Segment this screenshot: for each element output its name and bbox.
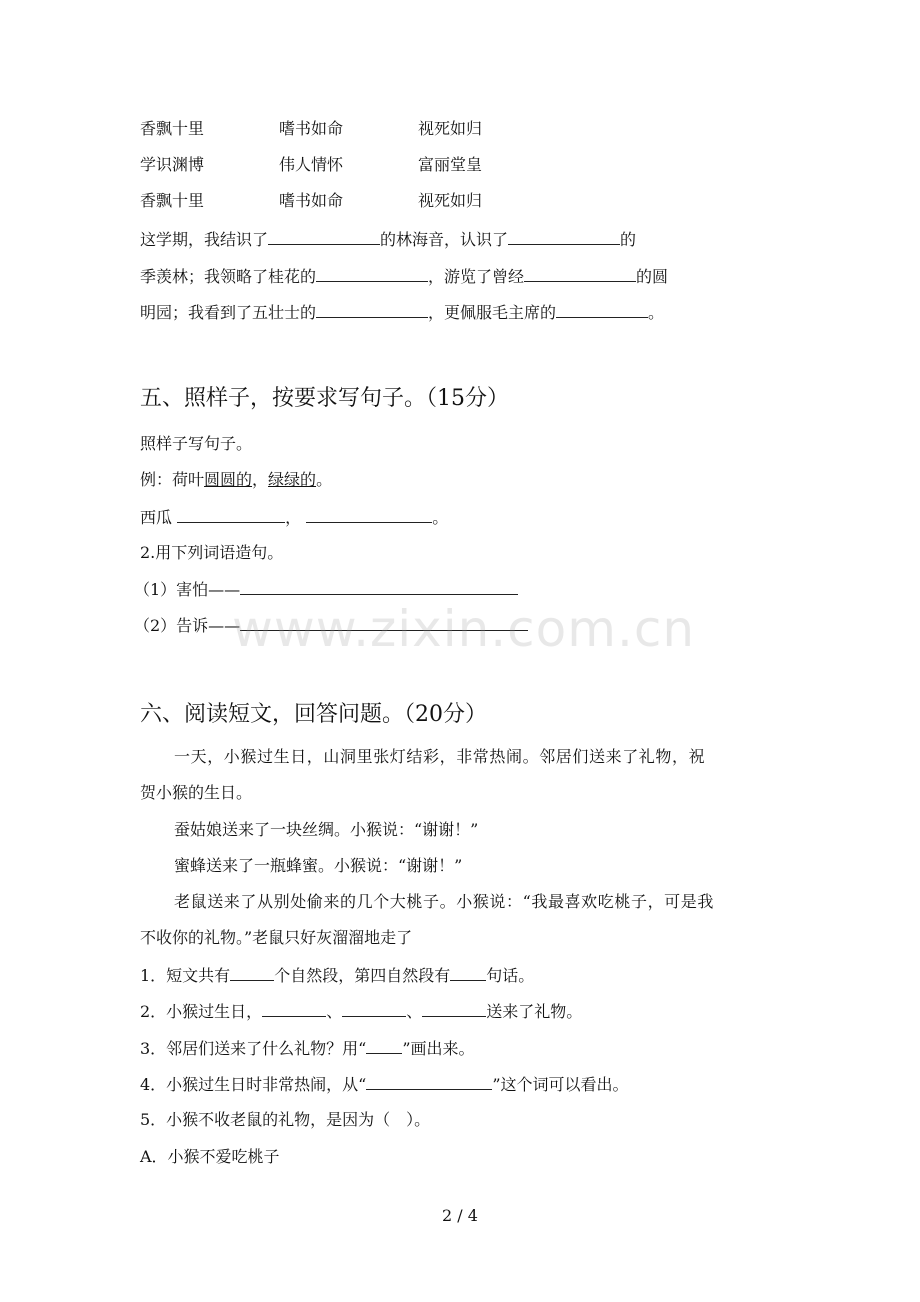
section-5-heading: 五、照样子，按要求写句子。（15分） xyxy=(140,386,509,411)
question-text: 、 xyxy=(326,1002,343,1021)
example-sentence xyxy=(140,469,332,491)
answer-blank[interactable] xyxy=(366,1037,402,1054)
answer-blank[interactable] xyxy=(240,578,518,595)
sentence-text: 明园；我看到了五壮士的 xyxy=(140,303,317,322)
sentence-text: ， xyxy=(285,508,302,527)
word-cell: 嗜书如命 xyxy=(279,119,344,138)
xigua-sentence xyxy=(140,506,448,529)
question-text: 4．小猴过生日时非常热闹，从“ xyxy=(140,1075,367,1094)
question-text: 、 xyxy=(406,1002,423,1021)
question-text: 送来了礼物。 xyxy=(486,1002,583,1021)
question-text: 1．短文共有 xyxy=(140,966,231,985)
instruction-text: 2.用下列词语造句。 xyxy=(140,543,284,562)
answer-blank[interactable] xyxy=(366,1073,492,1090)
question-1 xyxy=(140,964,534,987)
sentence-text: 的圆 xyxy=(636,267,669,286)
answer-blank[interactable] xyxy=(306,506,432,523)
sentence-text: ，游览了曾经 xyxy=(428,267,525,286)
question-text: 2．小猴过生日， xyxy=(140,1002,263,1021)
word-cell: 视死如归 xyxy=(418,119,483,138)
question-3 xyxy=(140,1037,475,1060)
question-5: 5．小猴不收老鼠的礼物，是因为（ ）。 xyxy=(140,1110,431,1129)
question-text: 3．邻居们送来了什么礼物？用“ xyxy=(140,1039,367,1058)
sentence-text: 的林海音，认识了 xyxy=(380,230,509,249)
sentence-item xyxy=(134,578,518,601)
question-text: 句话。 xyxy=(486,966,535,985)
watermark: www.zixin.com.cn xyxy=(232,600,696,658)
fill-sentence xyxy=(140,301,664,324)
question-text: ”这个词可以看出。 xyxy=(492,1075,629,1094)
passage-line: 不收你的礼物。”老鼠只好灰溜溜地走了 xyxy=(140,928,413,947)
example-text: 例：荷叶 xyxy=(140,470,205,489)
answer-blank[interactable] xyxy=(268,228,380,245)
word-cell: 富丽堂皇 xyxy=(418,155,483,174)
passage-line: 老鼠送来了从别处偷来的几个大桃子。小猴说：“我最喜欢吃桃子，可是我 xyxy=(174,892,714,911)
passage-line: 贺小猴的生日。 xyxy=(140,783,253,802)
answer-blank[interactable] xyxy=(422,1000,486,1017)
answer-blank[interactable] xyxy=(177,506,285,523)
section-6-heading: 六、阅读短文，回答问题。（20分） xyxy=(140,702,487,727)
word-cell: 伟人情怀 xyxy=(279,155,344,174)
sentence-text: 。 xyxy=(432,508,449,527)
answer-blank[interactable] xyxy=(262,1000,326,1017)
underlined-word: 绿绿的 xyxy=(268,470,317,489)
sentence-text: 季羡林；我领略了桂花的 xyxy=(140,267,317,286)
word-cell: 香飘十里 xyxy=(140,119,205,138)
passage-line: 蜜蜂送来了一瓶蜂蜜。小猴说：“谢谢！” xyxy=(174,856,463,875)
answer-blank[interactable] xyxy=(316,265,428,282)
question-4 xyxy=(140,1073,629,1096)
sentence-text: ，更佩服毛主席的 xyxy=(428,303,557,322)
answer-blank[interactable] xyxy=(556,301,648,318)
underlined-word: 圆圆的 xyxy=(204,470,253,489)
word-cell: 视死如归 xyxy=(418,191,483,210)
passage-line: 一天，小猴过生日，山洞里张灯结彩，非常热闹。邻居们送来了礼物，祝 xyxy=(174,747,706,766)
example-text: ， xyxy=(252,470,269,489)
item-label: （2）告诉—— xyxy=(134,616,241,635)
word-cell: 学识渊博 xyxy=(140,155,205,174)
answer-blank[interactable] xyxy=(316,301,428,318)
page-number: 2 / 4 xyxy=(442,1206,478,1225)
answer-blank[interactable] xyxy=(450,964,486,981)
word-cell: 香飘十里 xyxy=(140,191,205,210)
item-label: （1）害怕—— xyxy=(134,580,241,599)
fill-sentence xyxy=(140,228,636,251)
example-text: 。 xyxy=(316,470,333,489)
sentence-text: 这学期，我结识了 xyxy=(140,230,269,249)
sentence-text: 。 xyxy=(648,303,665,322)
answer-blank[interactable] xyxy=(524,265,636,282)
answer-blank[interactable] xyxy=(342,1000,406,1017)
sentence-text: 西瓜 xyxy=(140,508,173,527)
sentence-text: 的 xyxy=(620,230,637,249)
instruction-text: 照样子写句子。 xyxy=(140,434,253,453)
answer-blank[interactable] xyxy=(508,228,620,245)
option-a: A．小猴不爱吃桃子 xyxy=(140,1147,280,1166)
question-text: 个自然段，第四自然段有 xyxy=(274,966,451,985)
answer-blank[interactable] xyxy=(230,964,274,981)
word-cell: 嗜书如命 xyxy=(279,191,344,210)
fill-sentence xyxy=(140,265,668,288)
passage-line: 蚕姑娘送来了一块丝绸。小猴说：“谢谢！” xyxy=(174,820,479,839)
question-2 xyxy=(140,1000,582,1023)
question-text: ”画出来。 xyxy=(402,1039,475,1058)
